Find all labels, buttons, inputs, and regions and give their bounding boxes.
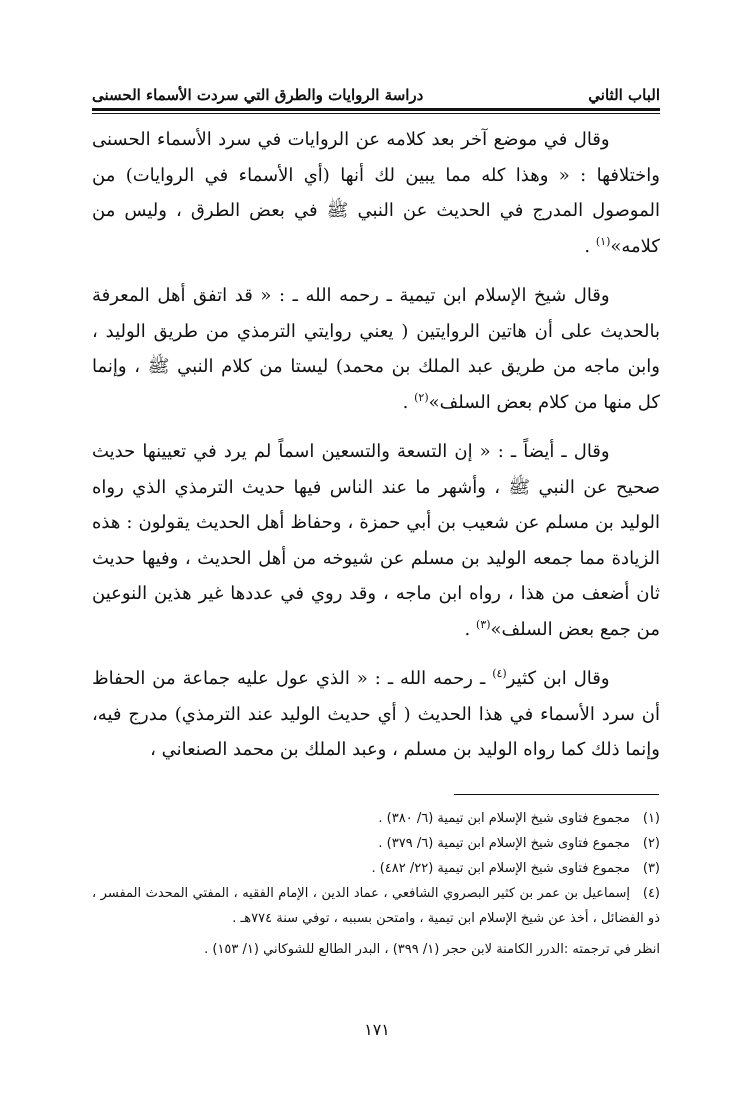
footnote: (١)مجموع فتاوى شيخ الإسلام ابن تيمية (٦/ ٣٨٠) .	[378, 811, 660, 826]
chapter-label: الباب الثاني	[588, 86, 660, 104]
paragraph: وقال ابن كثير$^{(٤)}$ ـ رحمه الله ـ : « الذي عول عليه جماعة من الحفاظ أن سرد الأسماء في هذا الحديث ( أي حديث الوليد عند الترمذي) مدرج فيه، وإنما ذلك كما رواه الوليد بن مسلم ، وعبد الملك بن محمد الصنعاني ،	[92, 667, 660, 760]
footnote-ref: (٤)	[492, 667, 507, 680]
footnotes	[92, 806, 660, 962]
page-number: ١٧١	[364, 1020, 390, 1039]
paragraph: وقال شيخ الإسلام ابن تيمية ـ رحمه الله ـ : « قد اتفق أهل المعرفة بالحديث على أن هاتين الروايتين ( يعني روايتي الترمذي من طريق الوليد ، وابن ماجه من طريق عبد الملك بن محمد) ليستا من كلام النبي ﷺ ، وإنما كل منها من كلام بعض السلف»$^{(٢)}$ .	[92, 285, 660, 413]
chapter-title: دراسة الروايات والطرق التي سردت الأسماء الحسنى	[92, 86, 424, 104]
footnote-references: انظر في ترجمته :الدرر الكامنة لابن حجر (١/ ٣٩٩) ، البدر الطالع للشوكاني (١/ ١٥٣) .	[204, 942, 660, 957]
footnote: (٤)إسماعيل بن عمر بن كثير البصروي الشافعي ، عماد الدين ، الإمام الفقيه ، المفتي المحدث المفسر ، ذو الفضائل ، أخذ عن شيخ الإسلام ابن تيمية ، وامتحن بسببه ، توفي سنة ٧٧٤هـ .	[92, 886, 660, 926]
footnote-separator	[454, 794, 659, 795]
footnote: (٣)مجموع فتاوى شيخ الإسلام ابن تيمية (٢٢/ ٤٨٢) .	[371, 861, 660, 876]
running-header	[92, 70, 660, 104]
footnote: (٢)مجموع فتاوى شيخ الإسلام ابن تيمية (٦/ ٣٧٩) .	[378, 836, 660, 851]
footnote-ref: (٣)	[475, 617, 491, 631]
header-rule	[92, 108, 660, 111]
header-rule-thin	[92, 113, 660, 114]
paragraph: وقال في موضع آخر بعد كلامه عن الروايات في سرد الأسماء الحسنى واختلافها : « وهذا كله مما يبين لك أنها (أي الأسماء في الروايات) من الموصول المدرج في الحديث عن النبي ﷺ في بعض الطرق ، وليس من كلامه»$^{(١)}$ .	[92, 129, 660, 257]
paragraph: وقال ـ أيضاً ـ : « إن التسعة والتسعين اسماً لم يرد في تعيينها حديث صحيح عن النبي ﷺ ، وأشهر ما عند الناس فيها حديث الترمذي الذي رواه الوليد بن مسلم عن شعيب بن أبي حمزة ، وحفاظ أهل الحديث يقولون : هذه الزيادة مما جمعه الوليد بن مسلم عن شيوخه من أهل الحديث ، وفيها حديث ثان أضعف من هذا ، رواه ابن ماجه ، وقد روي في عددها غير هذين النوعين من جمع بعض السلف»$^{(٣)}$ .	[92, 441, 660, 640]
footnote-ref: (٢)	[414, 390, 429, 404]
footnote-ref: (١)	[595, 234, 611, 248]
main-text	[92, 122, 660, 782]
